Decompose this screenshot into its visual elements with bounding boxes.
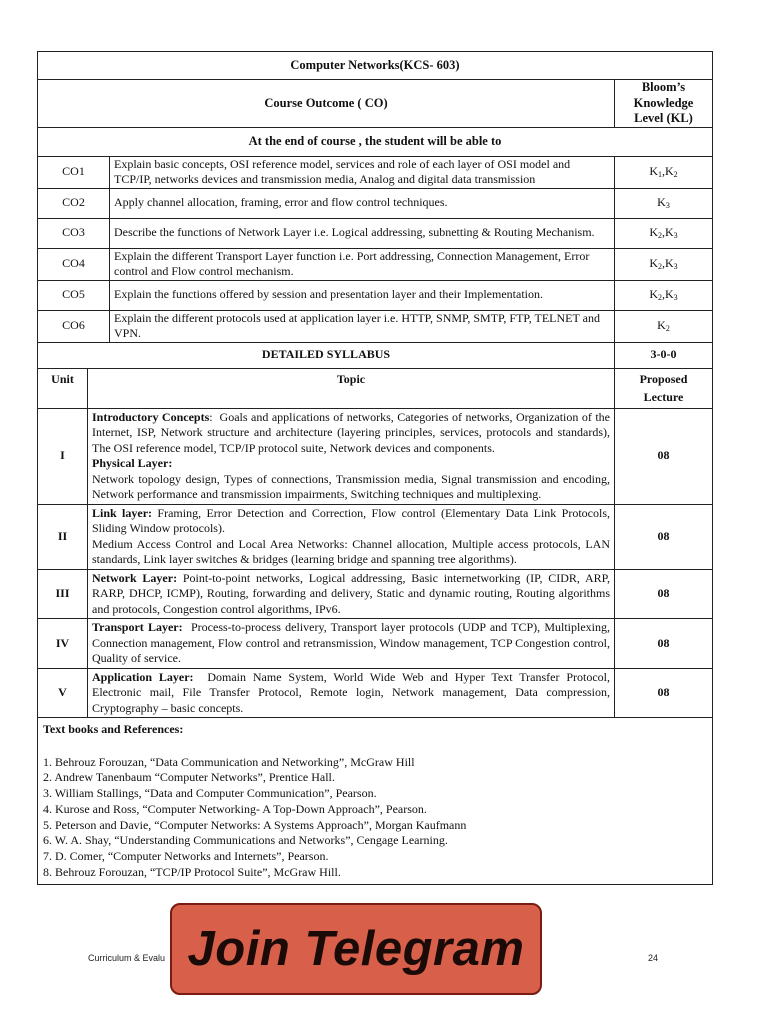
topic-block: Introductory Concepts: Goals and applications of networks, Categories of networks, Organization of the Internet, ISP, Network structure and architecture (layering principles, services, protocols and standards), The OSI reference model, TCP/IP protocol suite, Network devices and components. <box>92 409 610 455</box>
outcome-text: Explain the different Transport Layer function i.e. Port addressing, Connection Management, Error control and Flow control mechanism. <box>110 248 615 280</box>
unit-number: IV <box>38 619 88 669</box>
join-telegram-label: Join Telegram <box>187 922 525 976</box>
course-table <box>37 51 713 885</box>
syllabus-heading: DETAILED SYLLABUS <box>38 342 615 368</box>
topic-heading: Transport Layer: <box>92 620 183 634</box>
topic-text: Framing, Error Detection and Correction, Flow control (Elementary Data Link Protocols, Sliding Window protocols). <box>92 505 611 535</box>
topic-heading: Network Layer: <box>92 570 178 585</box>
outcome-code: CO2 <box>38 188 110 218</box>
col-topic-header: Topic <box>88 368 615 408</box>
topic-block <box>92 620 610 667</box>
unit-number: II <box>38 504 88 569</box>
topic-text: Process-to-process delivery, Transport layer protocols (UDP and TCP), Multiplexing, Connection management, Flow control and retransmission, Window management, TCP Congestion control, Quality of service. <box>92 620 610 665</box>
topic-block <box>92 506 610 537</box>
topic-text: Goals and applications of networks, Categories of networks, Organization of the Internet, ISP, Network structure and architecture (layering principles, services, protocols and standards), The OSI reference model, TCP/IP protocol suite, Network devices and components. <box>92 409 610 455</box>
outcome-code: CO6 <box>38 310 110 342</box>
outcome-code: CO5 <box>38 280 110 310</box>
outcome-kl: $K_2,K_3$ <box>615 218 713 248</box>
topic-block <box>92 537 610 568</box>
outcome-kl: $K_1,K_2$ <box>615 156 713 188</box>
col-outcome-header: Course Outcome ( CO) <box>38 80 615 128</box>
outcome-text: Describe the functions of Network Layer i.e. Logical addressing, subnetting & Routing Mechanism. <box>110 218 615 248</box>
join-telegram-button[interactable] <box>170 903 542 995</box>
unit-lectures: 08 <box>615 569 713 619</box>
topic-heading: Introductory Concepts <box>92 409 210 424</box>
reference-item: 7. D. Comer, “Computer Networks and Internets”, Pearson. <box>43 849 329 864</box>
unit-header-row <box>38 368 713 408</box>
outcome-row <box>38 310 713 342</box>
topic-block <box>92 571 610 618</box>
topic-block <box>92 456 610 472</box>
outcome-row <box>38 218 713 248</box>
topic-text: Domain Name System, World Wide Web and Hyper Text Transfer Protocol, Electronic mail, File Transfer Protocol, Remote login, Network management, Data compression, Cryptography – basic concepts. <box>92 669 611 715</box>
outcome-text: Explain the different protocols used at application layer i.e. HTTP, SNMP, SMTP, FTP, TELNET and VPN. <box>110 310 615 342</box>
unit-topic <box>88 504 615 569</box>
col-lecture-line1: Proposed <box>639 372 688 386</box>
references-title: Text books and References: <box>43 722 184 736</box>
topic-heading: Application Layer: <box>92 669 194 684</box>
col-lecture-header <box>615 368 713 408</box>
topic-heading: Link layer: <box>92 505 153 520</box>
reference-item: 4. Kurose and Ross, “Computer Networking- A Top-Down Approach”, Pearson. <box>43 801 427 816</box>
unit-lectures: 08 <box>615 619 713 669</box>
topic-heading: Physical Layer: <box>92 456 173 470</box>
unit-number: I <box>38 408 88 504</box>
unit-topic <box>88 619 615 669</box>
topic-text: Network topology design, Types of connections, Transmission media, Signal transmission and encoding, Network performance and transmission impairments, Switching techniques and multiplexing. <box>92 471 610 501</box>
reference-item: 5. Peterson and Davie, “Computer Networks: A Systems Approach”, Morgan Kaufmann <box>43 817 467 832</box>
outcome-row <box>38 248 713 280</box>
outcome-text: Explain basic concepts, OSI reference model, services and role of each layer of OSI model and TCP/IP, networks devices and transmission media, Analog and digital data transmission <box>110 156 615 188</box>
reference-item: 6. W. A. Shay, “Understanding Communications and Networks”, Cengage Learning. <box>43 833 448 848</box>
intro-row <box>38 127 713 156</box>
intro-text: At the end of course , the student will be able to <box>38 127 713 156</box>
reference-item: 2. Andrew Tanenbaum “Computer Networks”, Prentice Hall. <box>43 770 335 785</box>
unit-row <box>38 668 713 718</box>
unit-row <box>38 408 713 504</box>
topic-block <box>92 472 610 503</box>
outcome-text: Apply channel allocation, framing, error and flow control techniques. <box>110 188 615 218</box>
col-lecture-line2: Lecture <box>643 390 684 404</box>
outcome-header-row <box>38 80 713 128</box>
unit-lectures: 08 <box>615 408 713 504</box>
references-row <box>38 718 713 885</box>
col-unit-header: Unit <box>38 368 88 408</box>
outcome-text: Explain the functions offered by session and presentation layer and their Implementation. <box>110 280 615 310</box>
topic-text: Point-to-point networks, Logical addressing, Basic internetworking (IP, CIDR, ARP, RARP, DHCP, ICMP), Routing, forwarding and delivery, Static and dynamic routing, Routing algorithms and protocols, Congestion control algorithms, IPv6. <box>92 570 611 616</box>
reference-item: 3. William Stallings, “Data and Computer Communication”, Pearson. <box>43 786 377 801</box>
unit-number: III <box>38 569 88 619</box>
course-title: Computer Networks(KCS- 603) <box>38 52 713 80</box>
syllabus-ltp: 3-0-0 <box>615 342 713 368</box>
course-title-row <box>38 52 713 80</box>
outcome-kl: $K_2,K_3$ <box>615 248 713 280</box>
syllabus-heading-row <box>38 342 713 368</box>
unit-topic <box>88 569 615 619</box>
unit-row <box>38 619 713 669</box>
outcome-kl: $K_2,K_3$ <box>615 280 713 310</box>
unit-topic <box>88 408 615 504</box>
outcome-row <box>38 280 713 310</box>
unit-lectures: 08 <box>615 504 713 569</box>
unit-number: V <box>38 668 88 718</box>
reference-item: 8. Behrouz Forouzan, “TCP/IP Protocol Suite”, McGraw Hill. <box>43 865 341 880</box>
col-bloom-header: Bloom’s Knowledge Level (KL) <box>615 80 713 128</box>
outcome-kl: $K_2$ <box>615 310 713 342</box>
reference-item: 1. Behrouz Forouzan, “Data Communication and Networking”, McGraw Hill <box>43 754 415 769</box>
outcome-code: CO3 <box>38 218 110 248</box>
syllabus-sheet <box>37 51 712 885</box>
unit-lectures: 08 <box>615 668 713 718</box>
footer-curriculum: Curriculum & Evalu <box>88 953 166 963</box>
outcome-kl: $K_3$ <box>615 188 713 218</box>
outcome-code: CO1 <box>38 156 110 188</box>
page-number: 24 <box>648 953 659 963</box>
topic-text: Medium Access Control and Local Area Networks: Channel allocation, Multiple access protocols, LAN standards, Link layer switches & bridges (learning bridge and spanning tree algorithms). <box>92 536 610 566</box>
unit-topic <box>88 668 615 718</box>
outcome-row <box>38 188 713 218</box>
references-cell <box>38 718 713 885</box>
outcome-code: CO4 <box>38 248 110 280</box>
unit-row <box>38 569 713 619</box>
topic-block <box>92 670 610 717</box>
unit-row <box>38 504 713 569</box>
outcome-row <box>38 156 713 188</box>
